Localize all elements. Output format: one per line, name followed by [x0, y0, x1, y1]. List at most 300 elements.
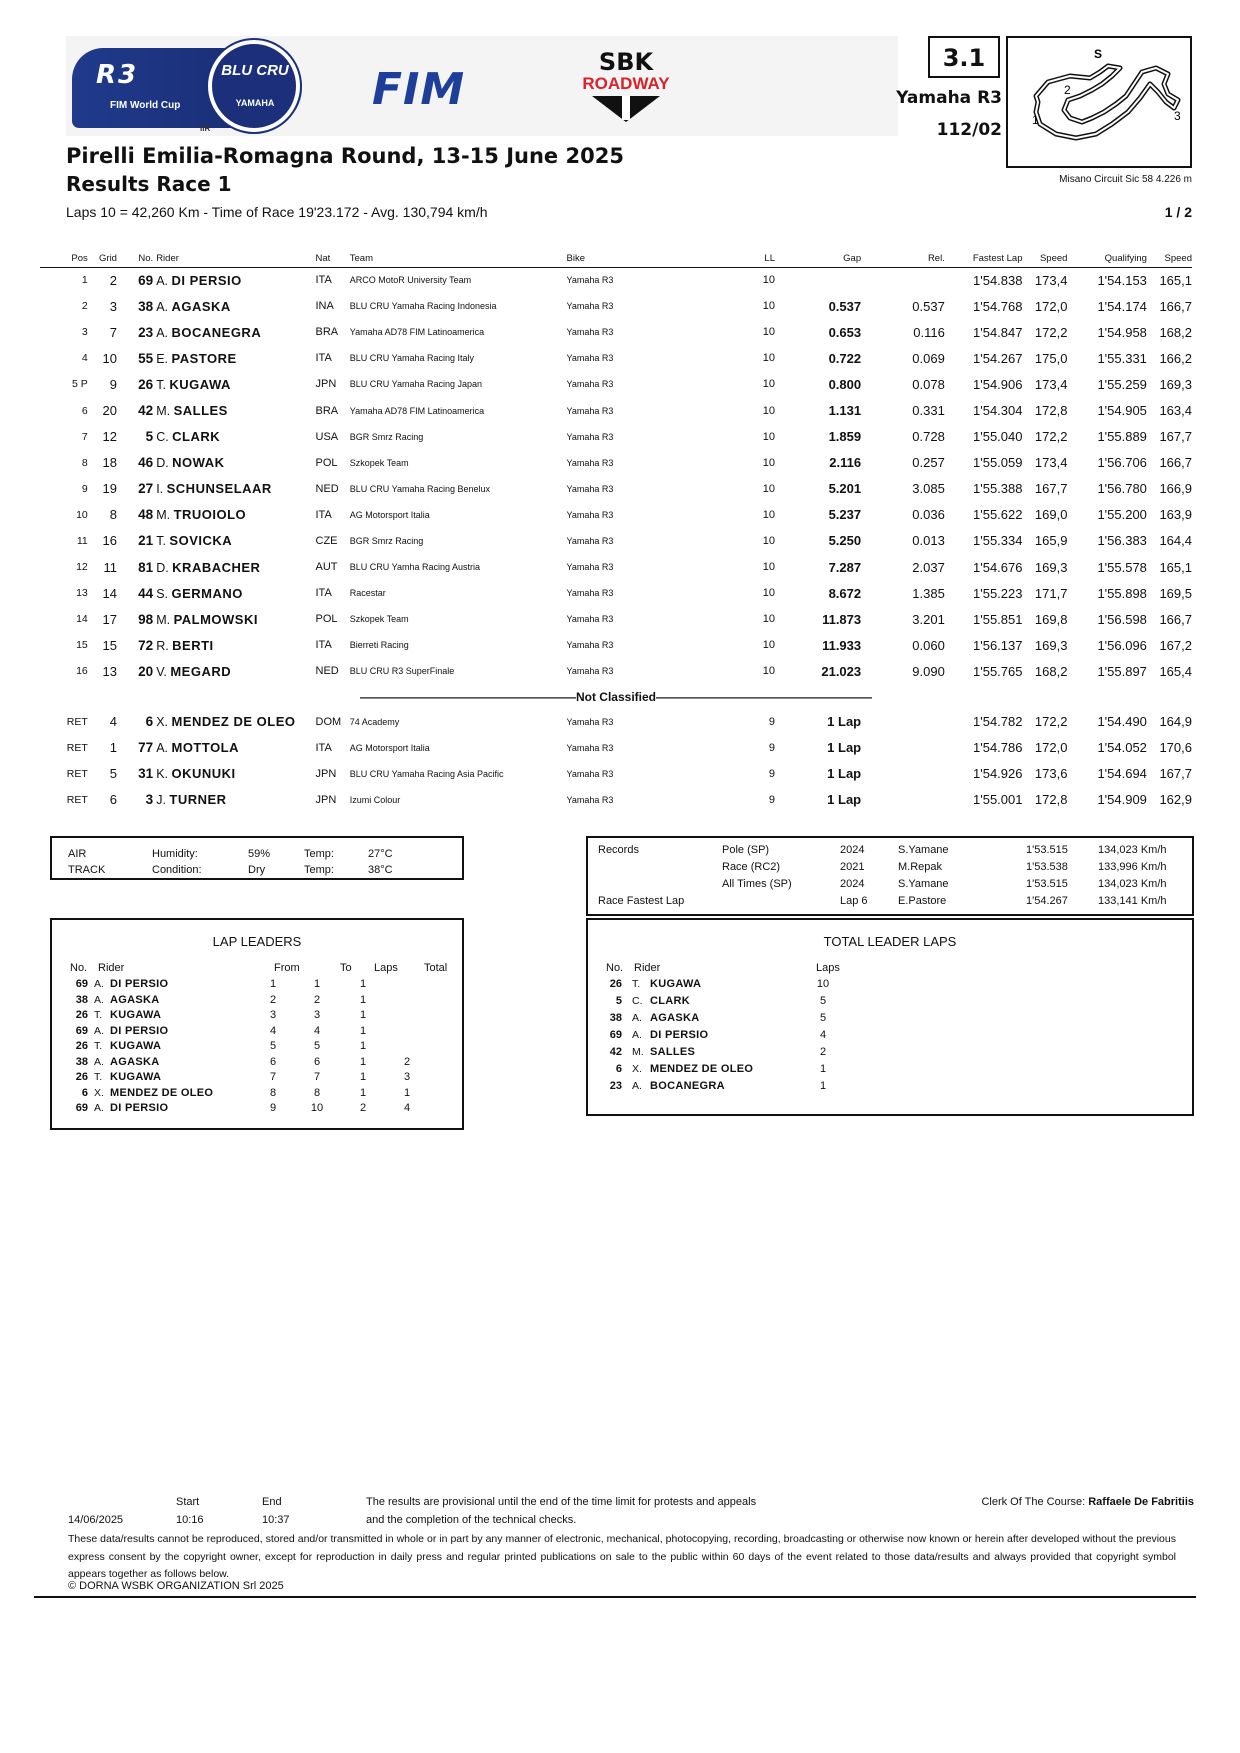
- laps-completed: 9: [768, 715, 775, 728]
- fastest-lap: 1'55.765: [973, 663, 1023, 679]
- grid-position: 11: [103, 559, 117, 575]
- gap: 5.201: [828, 481, 862, 497]
- gap: 1 Lap: [827, 792, 862, 808]
- gap: 1 Lap: [827, 766, 862, 782]
- leader-total-laps: 5: [819, 995, 827, 1007]
- rider-surname: PALMOWSKI: [173, 611, 258, 627]
- nationality: USA: [315, 430, 339, 443]
- nationality: POL: [315, 613, 338, 626]
- col-qualifying: Qualifying: [1067, 250, 1146, 267]
- record-speed: 133,996 Km/h: [1098, 861, 1167, 873]
- team: Bierreti Racing: [349, 640, 409, 651]
- rider-surname: SALLES: [173, 403, 228, 419]
- leader-number: 69: [75, 1102, 88, 1114]
- fastest-lap-rider: E.Pastore: [898, 895, 947, 907]
- clerk-label: Clerk Of The Course:: [981, 1496, 1086, 1508]
- relative-gap: 2.037: [912, 559, 945, 575]
- humidity-label: Humidity:: [152, 848, 198, 860]
- position: 1: [81, 274, 88, 287]
- gap: 1.859: [828, 429, 862, 445]
- result-row: [40, 528, 1192, 554]
- track-label-sector-1: 1: [1032, 113, 1039, 127]
- result-row: [40, 267, 1192, 293]
- team: Szkopek Team: [349, 457, 409, 468]
- leader-from: 5: [269, 1040, 277, 1052]
- laps-completed: 10: [762, 613, 775, 626]
- track-temp-label: Temp:: [304, 864, 334, 876]
- leader-total: 1: [403, 1086, 411, 1099]
- air-temp-label: Temp:: [304, 848, 334, 860]
- fastest-lap: 1'54.267: [973, 350, 1023, 366]
- leader-initial: X.: [632, 1063, 642, 1075]
- laps-completed: 10: [762, 508, 775, 521]
- leader-initial: T.: [94, 1009, 103, 1021]
- laps-completed: 10: [762, 456, 775, 469]
- grid-position: 1: [109, 740, 117, 756]
- grid-position: 14: [102, 585, 117, 601]
- rider-initial: X.: [156, 715, 168, 730]
- grid-position: 8: [109, 507, 117, 523]
- gap: 0.653: [828, 324, 862, 340]
- qualifying-time: 1'54.490: [1097, 714, 1147, 730]
- qualifying-speed: 166,7: [1159, 611, 1192, 627]
- result-row: [40, 554, 1192, 580]
- qualifying-speed: 167,7: [1159, 766, 1192, 782]
- fastest-lap: 1'54.906: [973, 376, 1023, 392]
- result-row: [40, 476, 1192, 502]
- position: 4: [81, 352, 88, 365]
- speed: 172,0: [1034, 298, 1068, 314]
- event-title: Pirelli Emilia-Romagna Round, 13-15 June 2025: [66, 144, 624, 168]
- result-row: [40, 450, 1192, 476]
- record-rider: S.Yamane: [898, 878, 949, 890]
- rider-name: [153, 632, 315, 658]
- qualifying-speed: 166,7: [1159, 455, 1192, 471]
- leader-initial: M.: [632, 1046, 644, 1058]
- track-label: TRACK: [68, 864, 106, 876]
- leader-surname: SALLES: [650, 1046, 696, 1058]
- leader-to: 10: [310, 1102, 324, 1114]
- qualifying-speed: 167,2: [1159, 637, 1192, 653]
- fastest-lap: 1'55.059: [973, 455, 1023, 471]
- rider-name: [153, 371, 315, 397]
- rider-surname: DI PERSIO: [171, 272, 242, 288]
- leader-surname: MENDEZ DE OLEO: [650, 1063, 754, 1075]
- leader-number: 5: [615, 995, 622, 1007]
- rider-initial: T.: [156, 534, 166, 549]
- fastest-lap: 1'55.851: [973, 611, 1023, 627]
- rider-number: 3: [145, 792, 154, 808]
- qualifying-speed: 165,4: [1159, 663, 1192, 679]
- rider-number: 27: [138, 481, 154, 497]
- relative-gap: 0.331: [912, 403, 945, 419]
- qualifying-speed: 166,9: [1159, 481, 1192, 497]
- nationality: ITA: [315, 741, 332, 754]
- total-leaders-header: [588, 962, 1192, 979]
- record-rider: M.Repak: [898, 861, 943, 873]
- gap: 0.800: [828, 376, 862, 392]
- rider-surname: MEGARD: [170, 663, 232, 679]
- not-classified-label: ——————————————————Not Classified——————————————————: [359, 689, 872, 704]
- col-speed: Speed: [1022, 250, 1067, 267]
- col-nat: Nat: [316, 250, 350, 267]
- tl-col-laps: Laps: [816, 962, 840, 974]
- qualifying-time: 1'55.897: [1097, 663, 1147, 679]
- speed: 173,6: [1034, 766, 1068, 782]
- position: RET: [66, 715, 88, 728]
- speed: 172,8: [1034, 403, 1068, 419]
- leader-surname: DI PERSIO: [110, 1102, 169, 1114]
- rider-name: [153, 293, 315, 319]
- rider-surname: OKUNUKI: [171, 766, 236, 782]
- blu-cru-logo-text: BLU CRU: [221, 62, 289, 79]
- fastest-lap: 1'54.782: [973, 714, 1023, 730]
- leader-number: 23: [609, 1080, 622, 1092]
- fastest-lap: 1'55.388: [973, 481, 1023, 497]
- qualifying-time: 1'56.096: [1097, 637, 1147, 653]
- footer-divider: [34, 1596, 1196, 1598]
- bike: Yamaha R3: [566, 794, 614, 805]
- rider-initial: I.: [156, 482, 164, 497]
- leader-surname: CLARK: [650, 995, 690, 1007]
- ll-col-total: Total: [424, 962, 448, 974]
- rider-name: [153, 761, 315, 787]
- fastest-lap: 1'56.137: [973, 637, 1023, 653]
- lap-leaders-title: LAP LEADERS: [212, 934, 302, 949]
- leader-to: 6: [313, 1055, 321, 1068]
- leader-laps: 1: [359, 1009, 367, 1021]
- qualifying-time: 1'54.153: [1097, 272, 1147, 288]
- circuit-info: Misano Circuit Sic 58 4.226 m: [1059, 174, 1192, 185]
- rider-name: [153, 787, 315, 813]
- leader-number: 26: [75, 1009, 88, 1021]
- position: RET: [66, 767, 88, 780]
- laps-completed: 9: [768, 741, 775, 754]
- relative-gap: 0.728: [912, 429, 945, 445]
- tl-col-rider: Rider: [634, 962, 661, 974]
- ll-col-no: No.: [70, 962, 88, 974]
- relative-gap: 3.085: [912, 481, 945, 497]
- result-row: [40, 787, 1192, 813]
- weather-box: [50, 836, 464, 880]
- rider-initial: J.: [156, 793, 166, 808]
- total-leader-row: [588, 995, 1192, 1012]
- position: 3: [81, 326, 88, 339]
- grid-position: 19: [102, 481, 117, 497]
- record-type: Race (RC2): [722, 861, 781, 873]
- bike: Yamaha R3: [566, 483, 614, 494]
- leader-from: 3: [269, 1009, 277, 1021]
- speed: 165,9: [1034, 533, 1068, 549]
- leader-surname: BOCANEGRA: [650, 1080, 725, 1092]
- speed: 173,4: [1034, 272, 1068, 288]
- lap-leaders-box: [50, 918, 464, 1130]
- qualifying-time: 1'55.578: [1097, 559, 1147, 575]
- gap: 0.537: [828, 298, 862, 314]
- qualifying-time: 1'54.905: [1097, 403, 1147, 419]
- tl-col-no: No.: [606, 962, 624, 974]
- leader-surname: AGASKA: [110, 1055, 160, 1068]
- leader-number: 69: [609, 1029, 622, 1041]
- leader-number: 6: [615, 1063, 622, 1075]
- leader-initial: X.: [94, 1086, 104, 1099]
- start-time: 10:16: [176, 1514, 204, 1526]
- relative-gap: 0.537: [912, 298, 945, 314]
- air-label: AIR: [68, 848, 87, 860]
- leader-from: 9: [269, 1102, 277, 1114]
- leader-from: 2: [269, 993, 277, 1006]
- leader-surname: DI PERSIO: [110, 978, 169, 990]
- ll-col-laps: Laps: [374, 962, 398, 974]
- speed: 169,8: [1034, 611, 1068, 627]
- page-number: 1 / 2: [1164, 204, 1192, 220]
- col-bike: Bike: [567, 250, 745, 267]
- nationality: ITA: [315, 587, 332, 600]
- rider-number: 5: [145, 429, 154, 445]
- rider-initial: V.: [156, 664, 167, 679]
- bike: Yamaha R3: [566, 666, 614, 677]
- qualifying-time: 1'55.259: [1097, 376, 1147, 392]
- total-leader-laps-title: TOTAL LEADER LAPS: [823, 934, 957, 949]
- iir-logo-text: IIR: [200, 124, 211, 133]
- leader-to: 7: [313, 1071, 321, 1083]
- qualifying-speed: 162,9: [1159, 792, 1192, 808]
- team: Yamaha AD78 FIM Latinoamerica: [349, 327, 485, 338]
- team: Racestar: [349, 588, 386, 599]
- leader-number: 69: [75, 1024, 88, 1037]
- gap: 21.023: [821, 663, 862, 679]
- nationality: CZE: [315, 534, 338, 547]
- result-row: [40, 502, 1192, 528]
- leader-to: 3: [313, 1009, 321, 1021]
- leader-number: 42: [609, 1046, 622, 1058]
- qualifying-speed: 169,3: [1159, 376, 1192, 392]
- yamaha-logo-text: YAMAHA: [235, 98, 275, 108]
- leader-total: 2: [403, 1055, 411, 1068]
- laps-completed: 10: [762, 534, 775, 547]
- humidity-value: 59%: [248, 848, 271, 860]
- rider-number: 44: [138, 585, 154, 601]
- total-leader-row: [588, 1029, 1192, 1046]
- position: RET: [66, 741, 88, 754]
- leader-surname: KUGAWA: [110, 1071, 162, 1083]
- result-row: [40, 397, 1192, 423]
- rider-name: [153, 319, 315, 345]
- nationality: ITA: [315, 508, 332, 521]
- rider-name: [153, 345, 315, 371]
- leader-initial: A.: [94, 993, 104, 1006]
- leader-to: 2: [313, 993, 321, 1006]
- race-date: 14/06/2025: [68, 1514, 124, 1526]
- leader-to: 1: [313, 978, 321, 990]
- rider-name: [153, 267, 315, 293]
- leader-laps: 1: [359, 1024, 367, 1037]
- leader-from: 7: [269, 1071, 277, 1083]
- leader-surname: KUGAWA: [110, 1040, 162, 1052]
- record-year: 2024: [840, 878, 865, 890]
- rider-number: 42: [138, 403, 154, 419]
- lap-leader-row: [52, 1071, 462, 1088]
- air-temp-value: 27°C: [368, 848, 393, 860]
- total-leader-row: [588, 1046, 1192, 1063]
- record-type: Pole (SP): [722, 844, 770, 856]
- gap: 8.672: [828, 585, 862, 601]
- rider-number: 69: [138, 272, 154, 288]
- rider-initial: S.: [156, 586, 168, 601]
- gap: 5.237: [828, 507, 862, 523]
- leader-initial: T.: [94, 1040, 103, 1052]
- fastest-lap: 1'55.040: [973, 429, 1023, 445]
- speed: 169,3: [1034, 559, 1068, 575]
- track-label-sector-2: 2: [1064, 83, 1071, 97]
- nationality: ITA: [315, 639, 332, 652]
- rider-surname: GERMANO: [171, 585, 243, 601]
- relative-gap: 9.090: [912, 663, 945, 679]
- bike: Yamaha R3: [566, 742, 614, 753]
- sbk-logo: SBK: [598, 48, 654, 76]
- leader-initial: A.: [94, 978, 104, 990]
- team: BLU CRU Yamaha Racing Indonesia: [349, 301, 497, 312]
- leader-laps: 1: [359, 1055, 367, 1068]
- leader-total-laps: 10: [816, 978, 830, 990]
- rider-surname: BOCANEGRA: [171, 324, 262, 340]
- rider-surname: AGASKA: [171, 298, 231, 314]
- record-rider: S.Yamane: [898, 844, 949, 856]
- rider-number: 72: [138, 637, 154, 653]
- rider-name: [153, 502, 315, 528]
- rider-initial: A.: [156, 273, 168, 288]
- position: 7: [81, 430, 88, 443]
- nationality: POL: [315, 456, 338, 469]
- col-rel: Rel.: [861, 250, 945, 267]
- record-year: 2024: [840, 844, 865, 856]
- position: 6: [81, 404, 88, 417]
- rider-initial: A.: [156, 741, 168, 756]
- rider-surname: CLARK: [172, 429, 221, 445]
- team: BLU CRU R3 SuperFinale: [349, 666, 455, 677]
- leader-total-laps: 1: [819, 1080, 827, 1092]
- r3-logo-subtitle: FIM World Cup: [110, 100, 181, 111]
- leader-surname: MENDEZ DE OLEO: [110, 1086, 214, 1099]
- gap: 1 Lap: [827, 740, 862, 756]
- qualifying-time: 1'56.706: [1097, 455, 1147, 471]
- col-gap: Gap: [775, 250, 861, 267]
- rider-initial: A.: [156, 325, 168, 340]
- rider-number: 20: [138, 663, 154, 679]
- qualifying-time: 1'54.052: [1097, 740, 1147, 756]
- bike: Yamaha R3: [566, 431, 614, 442]
- gap: 2.116: [829, 455, 862, 471]
- leader-laps: 1: [359, 978, 367, 990]
- rider-surname: MENDEZ DE OLEO: [171, 714, 296, 730]
- rider-initial: T.: [156, 377, 166, 392]
- gap: 1.131: [828, 403, 862, 419]
- clerk-name: Raffaele De Fabritiis: [1088, 1496, 1194, 1508]
- race-summary: Laps 10 = 42,260 Km - Time of Race 19'23.172 - Avg. 130,794 km/h: [66, 204, 488, 220]
- bike: Yamaha R3: [566, 535, 614, 546]
- position: 13: [76, 587, 88, 600]
- fastest-lap: 1'54.768: [973, 298, 1023, 314]
- speed: 167,7: [1034, 481, 1068, 497]
- qualifying-time: 1'55.898: [1097, 585, 1147, 601]
- fim-logo: FIM: [372, 64, 466, 115]
- result-row: [40, 761, 1192, 787]
- qualifying-time: 1'55.331: [1097, 350, 1147, 366]
- records-label: Records: [598, 844, 639, 856]
- nationality: JPN: [315, 793, 337, 806]
- rider-initial: D.: [156, 560, 169, 575]
- team: BLU CRU Yamha Racing Austria: [349, 562, 480, 573]
- leader-laps: 1: [359, 1040, 367, 1052]
- rider-name: [153, 658, 315, 684]
- gap: 1 Lap: [827, 714, 862, 730]
- fastest-lap-number: Lap 6: [840, 895, 868, 907]
- rider-number: 38: [138, 298, 154, 314]
- qualifying-time: 1'54.174: [1097, 298, 1147, 314]
- grid-position: 20: [102, 403, 117, 419]
- nationality: BRA: [315, 404, 339, 417]
- team: BGR Smrz Racing: [349, 431, 424, 442]
- laps-completed: 9: [768, 793, 775, 806]
- col-ll: LL: [745, 250, 775, 267]
- qualifying-time: 1'54.909: [1097, 792, 1147, 808]
- record-speed: 134,023 Km/h: [1098, 878, 1167, 890]
- team: AG Motorsport Italia: [349, 742, 430, 753]
- fastest-lap: 1'54.838: [973, 272, 1023, 288]
- provisional-note-2: and the completion of the technical checks.: [366, 1514, 577, 1526]
- qualifying-speed: 166,7: [1159, 298, 1192, 314]
- rider-initial: R.: [156, 638, 169, 653]
- relative-gap: [861, 709, 945, 735]
- nationality: NED: [315, 665, 339, 678]
- bike: Yamaha R3: [566, 327, 614, 338]
- copyright-disclaimer: These data/results cannot be reproduced, stored and/or transmitted in whole or in part by any manner of electronic, mechanical, photocopying, recording, broadcasting or otherwise now known or herein after developed without the previous express consent by the copyright owner, except for reproduction in daily press and regular printed publications on sale to the public within 60 days of the event related to those data/results and always provided that copyright symbol appears together as follows below.: [68, 1533, 1176, 1580]
- qualifying-speed: 164,9: [1159, 714, 1192, 730]
- position: 14: [76, 613, 88, 626]
- team: Szkopek Team: [349, 614, 409, 625]
- end-time: 10:37: [262, 1514, 290, 1526]
- leader-to: 5: [313, 1040, 321, 1052]
- rider-initial: K.: [156, 767, 168, 782]
- relative-gap: 0.078: [912, 376, 945, 392]
- grid-position: 16: [102, 533, 117, 549]
- qualifying-speed: 165,1: [1159, 559, 1192, 575]
- total-leader-row: [588, 978, 1192, 995]
- leader-number: 69: [75, 978, 88, 990]
- gap: 11.933: [822, 637, 862, 653]
- bike: Yamaha R3: [566, 716, 614, 727]
- total-leader-row: [588, 1012, 1192, 1029]
- rider-name: [153, 450, 315, 476]
- roadway-logo-mark-stripe: [622, 96, 630, 120]
- lap-leader-row: [52, 1040, 462, 1057]
- rider-number: 23: [138, 324, 154, 340]
- laps-completed: 10: [762, 300, 775, 313]
- position: 5 P: [71, 378, 88, 391]
- grid-position: 17: [102, 611, 117, 627]
- position: 11: [76, 534, 88, 547]
- leader-from: 4: [269, 1024, 277, 1037]
- nationality: DOM: [315, 715, 342, 728]
- rider-initial: A.: [156, 299, 168, 314]
- leader-total-laps: 5: [819, 1012, 827, 1024]
- bike: Yamaha R3: [566, 275, 614, 286]
- lap-leader-row: [52, 1056, 462, 1073]
- bike: Yamaha R3: [566, 353, 614, 364]
- rider-surname: SCHUNSELAAR: [166, 481, 272, 497]
- rider-name: [153, 528, 315, 554]
- rider-number: 6: [145, 714, 154, 730]
